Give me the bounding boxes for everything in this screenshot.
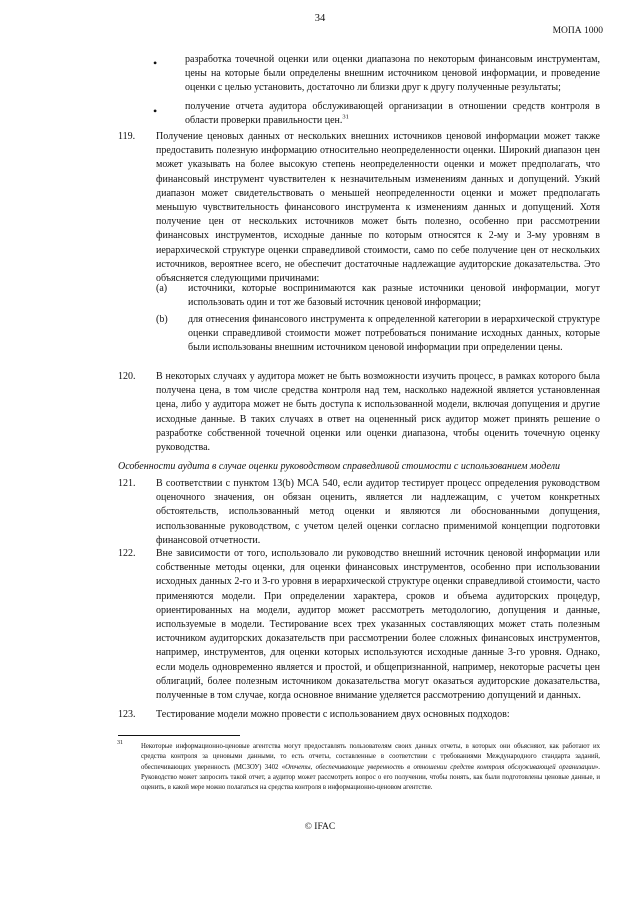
paragraph-123 <box>156 708 600 722</box>
footnote-text <box>141 742 600 793</box>
list-item <box>188 313 600 356</box>
paragraph-121 <box>156 477 600 548</box>
bullet-text: разработка точечной оценки или оценки диапазона по некоторым финансовым инструментам, цены на которые были определены внешним источником ценовой информации, и проведение оценки с целью установить, достаточно ли близки друг к другу полученные результаты; <box>185 54 600 94</box>
paragraph-text: Вне зависимости от того, использовало ли руководство внешний источник ценовой информации или собственные методы оценки, для оценки финансовых инструментов, особенно при использовании исходных данных 2-го и 3-го уровня в иерархической структуре оценки справедливой стоимости, часто применяются модели. При определении характера, сроков и объема аудиторских процедур, ориентированных на модели, аудитор может рассмотреть методологию, допущения и данные, используемые в модели. Тестирование всех трех указанных составляющих может стать полезным источником аудиторских доказательств при рассмотрении более сложных финансовых инструментов, например, инструментов, для оценки которых используются исходные данные 3-го уровня. Однако, если модель одновременно является и простой, и общепризнанной, например, некоторые расчеты цен облигаций, более полезным источником доказательства могут оказаться аудиторские доказательства, полученные в том случае, когда основное внимание уделяется рассмотрению допущений и данных. <box>156 548 600 702</box>
footnote-text-end: ». Руководство может запросить такой отчет, а аудитор может рассмотреть вопрос о его получении, чтобы понять, как были подготовлены ценовые данные, и оценить, в какой мере можно полагаться на средства контроля в информационно-ценовом агентстве. <box>141 763 601 792</box>
footnote-text-start: Некоторые информационно-ценовые агентства могут предоставлять пользователям своих данных отчеты, в которых они объясняют, как работают их средства контроля за ценовыми данными, то есть отчеты, составленные в соответствии с требованиями Международного стандарта заданий, обеспечивающих уверенность (МСЗОУ) 3402 « <box>141 743 600 771</box>
bullet-text-content: получение отчета аудитора обслуживающей организации в отношении средств контроля в области проверки правильности цен. <box>185 101 600 127</box>
page-number: 34 <box>314 13 326 24</box>
paragraph-number: 120. <box>118 371 136 382</box>
list-item-text: для отнесения финансового инструмента к определенной категории в иерархической структуре оценки справедливой стоимости может потребоваться понимание исходных данных, которые были использованы внешним источником ценовой информации при определении цены. <box>188 314 600 354</box>
section-heading: Особенности аудита в случае оценки руководством справедливой стоимости с использованием модели <box>118 461 560 472</box>
paragraph-text: В некоторых случаях у аудитора может не быть возможности изучить процесс, в рамках которого была получена цена, в том числе средства контроля над тем, насколько надежной является установленная цена, либо у аудитора может не быть доступа к использованной модели, включая допущения и другие исходные данные. В таких случаях в ответ на оцененный риск аудитор может принять решение о разработке собственной точечной оценки или оценки диапазона, чтобы оценить точечную оценку руководства. <box>156 371 600 454</box>
bullet-icon: • <box>153 104 158 118</box>
list-label: (a) <box>156 283 168 294</box>
bullet-icon: • <box>153 56 158 70</box>
copyright-footer: © IFAC <box>304 822 336 832</box>
list-item <box>188 282 600 310</box>
document-code: МОПА 1000 <box>552 26 603 36</box>
footnote-separator <box>118 735 240 736</box>
bullet-item <box>185 53 600 96</box>
list-item-text: источники, которые воспринимаются как разные источники ценовой информации, могут использовать один и тот же базовый источник ценовой информации; <box>188 283 600 309</box>
footnote-ref: 31 <box>342 113 349 121</box>
paragraph-text: Получение ценовых данных от нескольких внешних источников ценовой информации может также предоставить полезную информацию относительно неопределенности оценки. Широкий диапазон цен может указывать на более высокую степень неопределенности оценки и может предполагать, что финансовый инструмент чувствителен к незначительным изменениям данных и допущений. Узкий диапазон может свидетельствовать о меньшей неопределенности оценки и может предполагать меньшую чувствительность финансового инструмента к изменениям данных и допущений. Хотя получение цен от нескольких источников может быть полезно, особенно при рассмотрении финансовых инструментов, исходные данные по которым относятся к 2-му и 3-му уровням в иерархической структуре оценки справедливой стоимости, само по себе получение цен от нескольких источников, вероятнее всего, не обеспечит достаточные надлежащие аудиторские доказательства. Это объясняется следующими причинами: <box>156 131 600 285</box>
list-label: (b) <box>156 314 168 325</box>
footnote <box>141 742 600 793</box>
bullet-text <box>185 100 600 128</box>
paragraph-number: 123. <box>118 709 136 720</box>
footnote-text-italic: Отчеты, обеспечивающие уверенность в отношении средств контроля обслуживающей организации <box>285 763 595 771</box>
paragraph-number: 119. <box>118 131 136 142</box>
footnote-number: 31 <box>117 740 123 746</box>
paragraph-122 <box>156 547 600 703</box>
paragraph-text: Тестирование модели можно провести с использованием двух основных подходов: <box>156 709 510 720</box>
bullet-item <box>185 100 600 128</box>
paragraph-number: 122. <box>118 548 136 559</box>
paragraph-119 <box>156 130 600 286</box>
paragraph-text: В соответствии с пунктом 13(b) МСА 540, если аудитор тестирует процесс определения руководством оценочного значения, он обязан оценить, является ли надлежащим, с учетом конкретных обстоятельств, использованный метод оценки и являются ли обоснованными допущения, использованные руководством, с учетом целей оценки согласно применимой концепции подготовки финансовой отчетности. <box>156 478 600 546</box>
paragraph-120 <box>156 370 600 455</box>
paragraph-number: 121. <box>118 478 136 489</box>
